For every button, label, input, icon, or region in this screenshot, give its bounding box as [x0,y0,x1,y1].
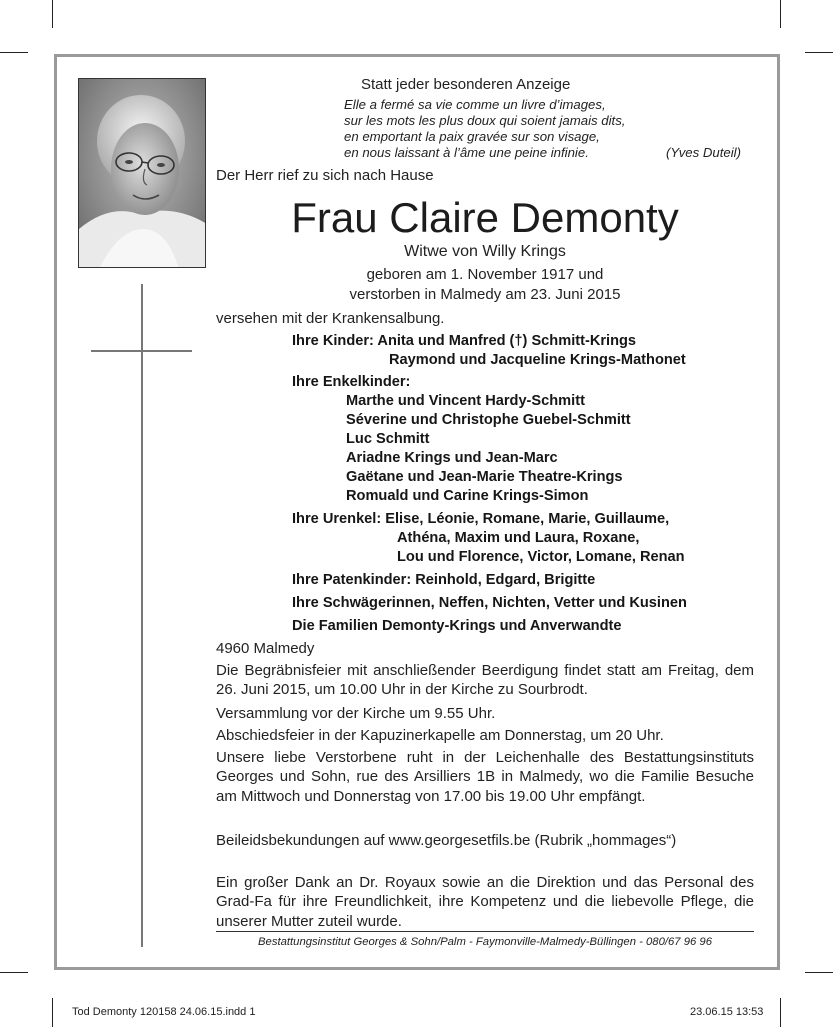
crop-mark [0,972,28,973]
inlaws-line: Ihre Schwägerinnen, Neffen, Nichten, Vetter und Kusinen [292,595,687,611]
poem-line: sur les mots les plus doux qui soient jamais dits, [344,113,626,128]
grandchild-item: Gaëtane und Jean-Marie Theatre-Krings [346,469,623,485]
print-slug-right: 23.06.15 13:53 [690,1006,764,1018]
grandchild-item: Luc Schmitt [346,431,430,447]
crop-mark [805,52,833,53]
children-line: Raymond und Jacqueline Krings-Mathonet [389,352,686,368]
great-grandchildren-line: Lou und Florence, Victor, Lomane, Renan [397,549,685,565]
great-grandchildren-line: Athéna, Maxim und Laura, Roxane, [397,530,640,546]
crop-mark [805,972,833,973]
grandchild-item: Romuald und Carine Krings-Simon [346,488,589,504]
thanks-paragraph: Ein großer Dank an Dr. Royaux sowie an die Direktion und das Personal des Grad-Fa für ihre Freundlichkeit, ihre Kompetenz und die liebevolle Pflege, die unserer Mutter zuteil wurde. [216,874,754,930]
great-grandchildren-line: Ihre Urenkel: Elise, Léonie, Romane, Marie, Guillaume, [292,511,670,527]
birth-line: geboren am 1. November 1917 und [366,266,604,283]
sacrament-line: versehen mit der Krankensalbung. [216,310,445,327]
footer-divider [216,931,754,932]
deceased-name: Frau Claire Demonty [291,194,679,241]
crop-mark [0,52,28,53]
notice-header: Statt jeder besonderen Anzeige [361,76,571,93]
crop-mark [52,998,53,1027]
poem-author: (Yves Duteil) [666,145,741,160]
cross-vertical-line [141,284,143,947]
funeral-home-footer: Bestattungsinstitut Georges & Sohn/Palm - Faymonville-Malmedy-Büllingen - 080/67 96 96 [258,936,712,948]
crop-mark [780,998,781,1027]
location-line: 4960 Malmedy [216,640,315,657]
cross-horizontal-line [91,350,192,352]
crop-mark [780,0,781,28]
death-line: verstorben in Malmedy am 23. Juni 2015 [349,286,621,303]
intro-text: Der Herr rief zu sich nach Hause [216,167,434,184]
viewing-paragraph: Unsere liebe Verstorbene ruht in der Leichenhalle des Bestattungsinstituts Georges und Sohn, rue des Arsilliers 1B in Malmedy, wo die Familie Besuche am Mittwoch und Donnerstag von 17.00 bis 19.00 Uhr empfängt. [216,749,754,805]
poem-line: en nous laissant à l’âme une peine infinie. [344,145,589,160]
grandchild-item: Ariadne Krings und Jean-Marc [346,450,558,466]
widow-line: Witwe von Willy Krings [404,243,566,260]
grandchild-item: Marthe und Vincent Hardy-Schmitt [346,393,585,409]
poem-line: en emportant la paix gravée sur son visage, [344,129,600,144]
poem-line: Elle a fermé sa vie comme un livre d’images, [344,97,606,112]
children-line: Ihre Kinder: Anita und Manfred (†) Schmitt-Krings [292,333,637,349]
condolence-paragraph: Beileidsbekundungen auf www.georgesetfils.be (Rubrik „hommages“) [216,832,677,849]
crop-mark [52,0,53,28]
portrait-photo [78,78,206,268]
gathering-paragraph: Versammlung vor der Kirche um 9.55 Uhr. [216,705,496,722]
families-line: Die Familien Demonty-Krings und Anverwandte [292,618,622,634]
funeral-paragraph: Die Begräbnisfeier mit anschließender Beerdigung findet statt am Freitag, dem 26. Juni 2015, um 10.00 Uhr in der Kirche zu Sourbrodt. [216,662,754,699]
print-slug-left: Tod Demonty 120158 24.06.15.indd 1 [72,1006,256,1018]
godchildren-line: Ihre Patenkinder: Reinhold, Edgard, Brigitte [292,572,596,588]
grandchildren-label: Ihre Enkelkinder: [292,374,411,390]
grandchild-item: Séverine und Christophe Guebel-Schmitt [346,412,631,428]
farewell-paragraph: Abschiedsfeier in der Kapuzinerkapelle am Donnerstag, um 20 Uhr. [216,727,664,744]
